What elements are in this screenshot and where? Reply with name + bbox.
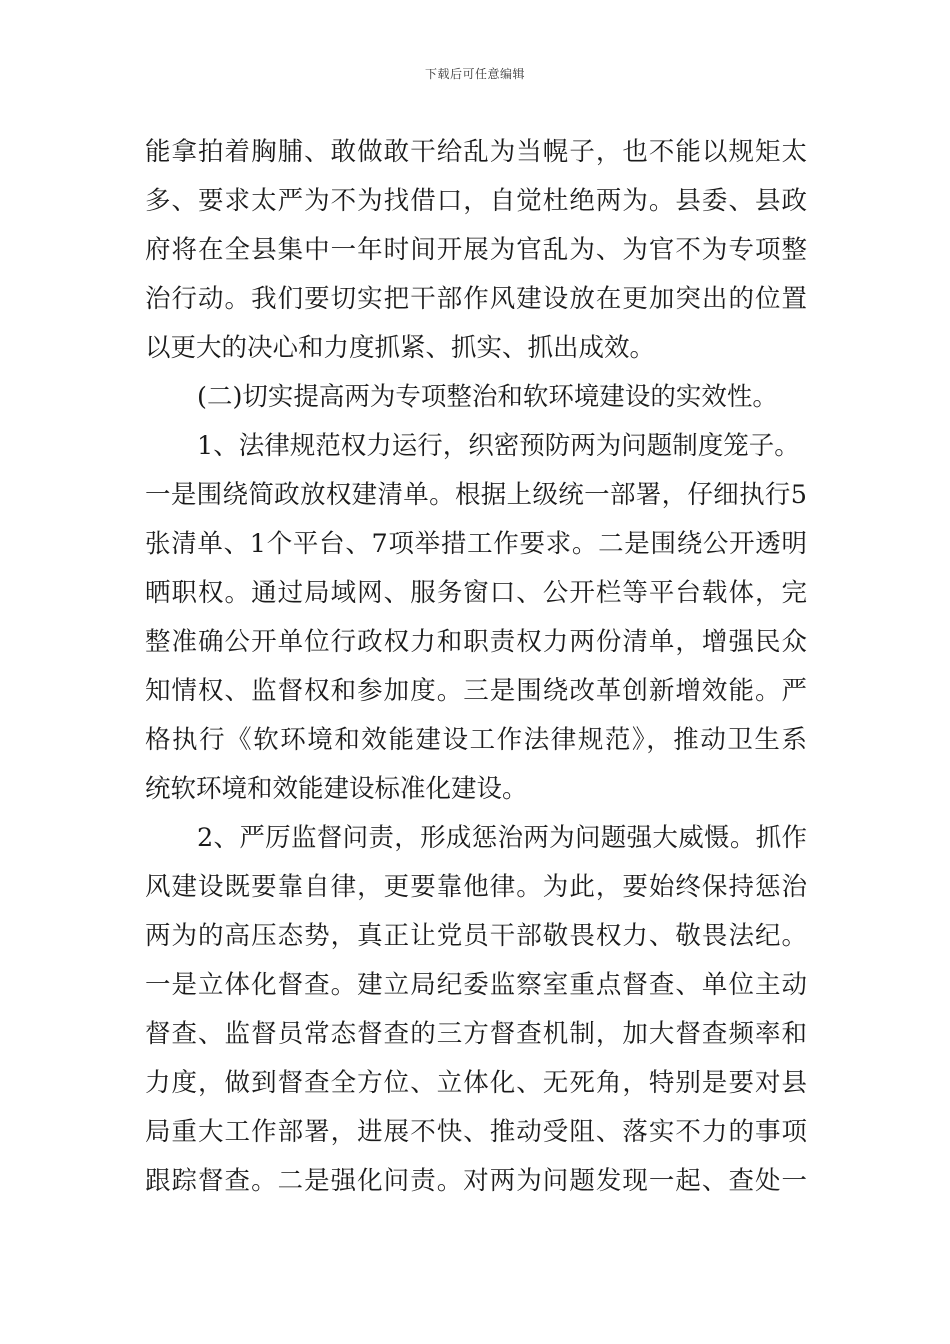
body-line: 1、法律规范权力运行，织密预防两为问题制度笼子。	[197, 431, 800, 461]
body-line: 2、严厉监督问责，形成惩治两为问题强大威慑。抓作	[197, 823, 807, 853]
body-line: 张清单、1个平台、7项举措工作要求。二是围绕公开透明	[145, 529, 807, 559]
body-line: 一是围绕简政放权建清单。根据上级统一部署，仔细执行5	[145, 480, 807, 510]
body-line: 局重大工作部署，进展不快、推动受阻、落实不力的事项	[145, 1117, 807, 1147]
body-line: 以更大的决心和力度抓紧、抓实、抓出成效。	[145, 333, 656, 363]
body-line: 能拿拍着胸脯、敢做敢干给乱为当幌子，也不能以规矩太	[145, 137, 807, 167]
page-header-note: 下载后可任意编辑	[424, 67, 525, 81]
body-line: 晒职权。通过局域网、服务窗口、公开栏等平台载体，完	[145, 578, 807, 608]
body-line: 府将在全县集中一年时间开展为官乱为、为官不为专项整	[145, 235, 807, 265]
body-line: 一是立体化督查。建立局纪委监察室重点督查、单位主动	[145, 970, 807, 1000]
body-line: 力度，做到督查全方位、立体化、无死角，特别是要对县	[145, 1068, 807, 1098]
body-line: 督查、监督员常态督查的三方督查机制，加大督查频率和	[145, 1019, 807, 1049]
body-line: 整准确公开单位行政权力和职责权力两份清单，增强民众	[145, 627, 807, 657]
body-line: 统软环境和效能建设标准化建设。	[145, 774, 528, 804]
body-line: 知情权、监督权和参加度。三是围绕改革创新增效能。严	[145, 676, 807, 706]
document-body	[145, 128, 807, 1206]
body-line: 治行动。我们要切实把干部作风建设放在更加突出的位置	[145, 284, 807, 314]
body-line: 风建设既要靠自律，更要靠他律。为此，要始终保持惩治	[145, 872, 807, 902]
body-line: (二)切实提高两为专项整治和软环境建设的实效性。	[197, 382, 778, 412]
body-line: 两为的高压态势，真正让党员干部敬畏权力、敬畏法纪。	[145, 921, 807, 951]
body-line: 格执行《软环境和效能建设工作法律规范》，推动卫生系	[145, 725, 807, 755]
body-line: 跟踪督查。二是强化问责。对两为问题发现一起、查处一	[145, 1166, 807, 1196]
body-line: 多、要求太严为不为找借口，自觉杜绝两为。县委、县政	[145, 186, 807, 216]
